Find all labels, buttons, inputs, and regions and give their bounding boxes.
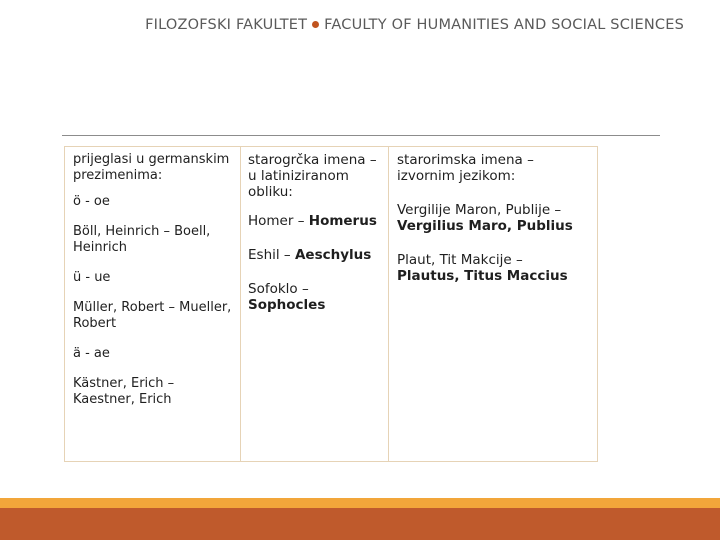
croatian-name: Eshil xyxy=(248,247,280,263)
croatian-name: Sofoklo xyxy=(248,281,298,297)
list-item: ü - ue xyxy=(73,270,111,285)
latin-name: Aeschylus xyxy=(294,247,372,263)
column-umlauts xyxy=(65,147,241,461)
latin-name: Plautus, Titus Maccius xyxy=(397,268,568,284)
names-table xyxy=(64,146,598,462)
divider xyxy=(62,135,660,136)
list-item: Müller, Robert – Mueller, Robert xyxy=(73,300,232,331)
column-greek-names xyxy=(241,147,389,461)
croatian-name: Homer xyxy=(248,213,294,229)
column-heading: starogrčka imena – u latiniziranom obliku: xyxy=(248,152,377,200)
list-item: Eshil – Aeschylus xyxy=(248,247,372,263)
list-item: Vergilije Maron, Publije – Vergilius Maro, Publius xyxy=(397,202,573,234)
list-item: ö - oe xyxy=(73,194,110,209)
latin-name: Homerus xyxy=(308,213,377,229)
list-item: Sofoklo – Sophocles xyxy=(248,281,326,313)
list-item: Böll, Heinrich – Boell, Heinrich xyxy=(73,224,211,255)
list-item: Kästner, Erich – Kaestner, Erich xyxy=(73,376,175,407)
faculty-name-english: FACULTY OF HUMANITIES AND SOCIAL SCIENCES xyxy=(324,17,684,33)
list-item: Plaut, Tit Makcije – Plautus, Titus Maccius xyxy=(397,252,568,284)
latin-name: Vergilius Maro, Publius xyxy=(397,218,573,234)
croatian-name: Vergilije Maron, Publije xyxy=(397,202,551,218)
list-item: Homer – Homerus xyxy=(248,213,377,229)
faculty-header xyxy=(145,17,684,33)
croatian-name: Plaut, Tit Makcije xyxy=(397,252,512,268)
list-item: ä - ae xyxy=(73,346,110,361)
column-roman-names xyxy=(389,147,599,461)
faculty-name-croatian: FILOZOFSKI FAKULTET xyxy=(145,17,308,33)
column-heading: prijeglasi u germanskim prezimenima: xyxy=(73,152,230,183)
latin-name: Sophocles xyxy=(248,297,326,313)
column-heading: starorimska imena – izvornim jezikom: xyxy=(397,152,534,184)
bullet-dot-icon xyxy=(312,21,319,28)
footer-bar xyxy=(0,508,720,540)
footer-accent-bar xyxy=(0,498,720,508)
